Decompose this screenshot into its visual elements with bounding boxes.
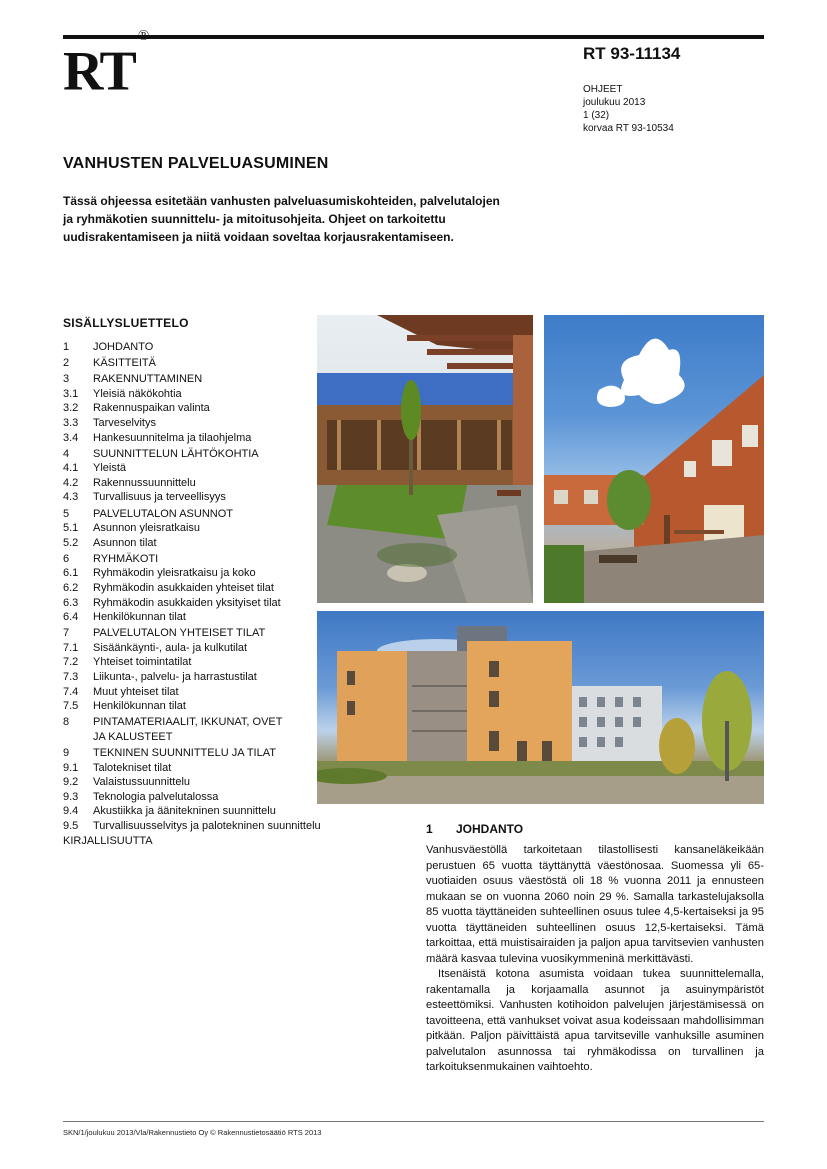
- building-illustration: [317, 611, 764, 804]
- toc-item[interactable]: [63, 340, 353, 355]
- toc-item-label: Henkilökunnan tilat: [93, 611, 186, 624]
- toc-item[interactable]: [63, 552, 353, 567]
- toc-heading: SISÄLLYSLUETTELO: [63, 316, 189, 330]
- toc-item-label: SUUNNITTELUN LÄHTÖKOHTIA: [93, 447, 259, 460]
- toc-item-label: RYHMÄKOTI: [93, 552, 159, 565]
- toc-item-label: Muut yhteiset tilat: [93, 685, 179, 698]
- toc-item-number: 7.3: [63, 671, 79, 684]
- toc-item-number: 9: [63, 747, 70, 760]
- photo-wooden-courtyard: [317, 315, 533, 603]
- toc-item[interactable]: [63, 387, 353, 402]
- toc-item-label: Valaistussuunnittelu: [93, 776, 191, 789]
- body-paragraph: Itsenäistä kotona asumista voidaan tukea suunnittelemalla, rakentamalla ja korjaamalla asunnot ja asuinympäristöt esteettömiksi. Vanhusten kotihoidon palvelujen järjestämisessä on tavoitteena, että vanhukset voivat asua kodeissaan mahdollisimman pitkään. Paljon päivittäistä apua tarvitseville vanhuksille asuminen palvelutalon asunnossa tai ryhmäkodissa on turvallinen ja tarkoituksenmukainen vaihtoehto.: [426, 968, 764, 1073]
- toc-item[interactable]: [63, 566, 353, 581]
- toc-item-number: 5.2: [63, 536, 79, 549]
- toc-item-number: 9.4: [63, 805, 79, 818]
- toc-item[interactable]: [63, 401, 353, 416]
- toc-item-number: 3.2: [63, 402, 79, 415]
- toc-item-label: KÄSITTEITÄ: [93, 357, 156, 370]
- toc-item-number: 2: [63, 357, 70, 370]
- toc-item-label: Teknologia palvelutalossa: [93, 790, 219, 803]
- toc-item-number: 9.5: [63, 820, 79, 832]
- toc-item[interactable]: [63, 581, 353, 596]
- toc-item[interactable]: [63, 536, 353, 551]
- toc-item[interactable]: [63, 761, 353, 776]
- toc-item[interactable]: [63, 372, 353, 387]
- meta-date: joulukuu 2013: [583, 97, 646, 108]
- photo-building-exterior: [317, 611, 764, 804]
- toc-item-label: Tarveselvitys: [93, 416, 156, 429]
- toc-item-label: Henkilökunnan tilat: [93, 700, 186, 713]
- toc-item-number: 4.2: [63, 476, 79, 489]
- section-number: 1: [426, 822, 433, 836]
- toc-item-label: Asunnon tilat: [93, 536, 157, 549]
- toc-item-number: 7.5: [63, 700, 79, 713]
- toc-item[interactable]: [63, 699, 353, 714]
- logo-text: RT: [63, 40, 135, 103]
- toc-item[interactable]: [63, 596, 353, 611]
- toc-item-number: 8: [63, 716, 70, 729]
- toc-item-number: 7.1: [63, 641, 79, 654]
- toc-item-label: Turvallisuusselvitys ja palotekninen suunnittelu: [93, 820, 321, 832]
- toc-item-label: PINTAMATERIAALIT, IKKUNAT, OVET: [93, 716, 283, 729]
- toc-item-number: 3: [63, 373, 70, 386]
- toc-item-number: 6: [63, 552, 70, 565]
- toc-item-number: 3.3: [63, 416, 79, 429]
- toc-item[interactable]: [63, 507, 353, 522]
- toc-item[interactable]: [63, 655, 353, 670]
- toc-item-label: RAKENNUTTAMINEN: [93, 373, 203, 386]
- toc-item[interactable]: [63, 685, 353, 700]
- toc-item[interactable]: [63, 431, 353, 446]
- toc-item-label: Ryhmäkodin asukkaiden yksityiset tilat: [93, 596, 281, 609]
- toc-item-number: 4.3: [63, 491, 79, 504]
- intro-paragraph: Tässä ohjeessa esitetään vanhusten palveluasumiskohteiden, palvelutalojen ja ryhmäkotien suunnittelu- ja mitoitusohjeita. Ohjeet on tarkoitettu uudisrakentamiseen ja niitä voidaan soveltaa korjausrakentamiseen.: [63, 194, 500, 244]
- toc-item-number: 9.2: [63, 776, 79, 789]
- toc-item-number: 1: [63, 341, 70, 353]
- toc-item[interactable]: [63, 461, 353, 476]
- header-rule: [63, 35, 764, 39]
- section-title: JOHDANTO: [456, 822, 524, 836]
- toc-item-label: JA KALUSTEET: [93, 730, 173, 743]
- footer-rule: [63, 1121, 764, 1122]
- meta-pages: 1 (32): [583, 110, 610, 121]
- photo-brick-courtyard: [544, 315, 764, 603]
- toc-item-number: 9.3: [63, 790, 79, 803]
- toc-item[interactable]: [63, 746, 353, 761]
- toc-item[interactable]: [63, 610, 353, 625]
- table-of-contents: [63, 340, 353, 848]
- toc-item-number: [63, 730, 93, 745]
- toc-item-number: 6.3: [63, 596, 79, 609]
- registered-mark: ®: [137, 28, 148, 44]
- toc-item[interactable]: [63, 356, 353, 371]
- toc-item[interactable]: [63, 476, 353, 491]
- toc-item-label: Yhteiset toimintatilat: [93, 656, 192, 669]
- toc-item-number: 9.1: [63, 761, 79, 774]
- toc-item[interactable]: [63, 641, 353, 656]
- toc-item-number: 5: [63, 507, 70, 520]
- toc-item[interactable]: [63, 521, 353, 536]
- toc-item-number: 7: [63, 627, 70, 640]
- meta-replaces: korvaa RT 93-10534: [583, 123, 674, 134]
- toc-item-number: 5.1: [63, 522, 79, 535]
- toc-item-references[interactable]: KIRJALLISUUTTA: [63, 834, 153, 847]
- toc-item-number: 3.4: [63, 431, 79, 444]
- toc-item-label: Yleistä: [93, 462, 127, 475]
- toc-item[interactable]: [63, 790, 353, 805]
- document-number: RT 93-11134: [583, 44, 681, 63]
- toc-item-number: 7.2: [63, 656, 79, 669]
- body-paragraph: Vanhusväestöllä tarkoitetaan tilastollisesti kansaneläkeikään perustuen 65 vuotta täyttänyttä väestönosaa. Suomessa yli 65-vuotiaiden osuus väestöstä oli 18 % vuonna 2011 ja ennusteen mukaan se on vuonna 2060 noin 29 %. Samalla tarkastelujaksolla 85 vuotta täyttäneiden suhteellinen osuus tulee 4,5-kertaiseksi ja 95 vuotta täyttäneiden suhteellinen osuus 12,5-kertaiseksi. Tämä tarkoittaa, että muistisairaiden ja paljon apua tarvitsevien vanhusten määrä kasvaa tulevina vuosikymmeninä merkittävästi.: [426, 844, 764, 965]
- section-body: [426, 843, 764, 1076]
- toc-item[interactable]: [63, 626, 353, 641]
- toc-item[interactable]: [63, 416, 353, 431]
- meta-type: OHJEET: [583, 84, 623, 95]
- toc-item-number: 6.4: [63, 611, 79, 624]
- toc-item-label: Turvallisuus ja terveellisyys: [93, 491, 226, 504]
- toc-item-label: Yleisiä näkökohtia: [93, 387, 182, 400]
- toc-item-number: 6.2: [63, 582, 79, 594]
- toc-item-label: TEKNINEN SUUNNITTELU JA TILAT: [93, 747, 276, 760]
- toc-item-label: Sisäänkäynti-, aula- ja kulkutilat: [93, 641, 248, 654]
- toc-item[interactable]: [63, 804, 353, 819]
- toc-item-number: 6.1: [63, 567, 79, 580]
- toc-item-label: Asunnon yleisratkaisu: [93, 522, 201, 535]
- toc-item-number: 3.1: [63, 387, 79, 400]
- document-meta: [583, 83, 674, 135]
- toc-item-label: Ryhmäkodin yleisratkaisu ja koko: [93, 567, 256, 580]
- page-footer: SKN/1/joulukuu 2013/Vla/Rakennustieto Oy © Rakennustietosäätiö RTS 2013: [63, 1128, 322, 1137]
- toc-item[interactable]: [63, 715, 353, 730]
- rt-logo: [63, 28, 148, 103]
- toc-item[interactable]: [63, 775, 353, 790]
- toc-item-number: 4: [63, 447, 70, 460]
- section-heading: [426, 822, 523, 836]
- toc-item[interactable]: [63, 730, 353, 745]
- toc-item-number: 7.4: [63, 685, 79, 698]
- toc-item[interactable]: [63, 819, 353, 834]
- toc-item[interactable]: [63, 670, 353, 685]
- page-title: VANHUSTEN PALVELUASUMINEN: [63, 155, 329, 172]
- toc-item-label: Rakennuspaikan valinta: [93, 402, 210, 415]
- courtyard-illustration: [317, 315, 533, 603]
- toc-item-label: PALVELUTALON ASUNNOT: [93, 507, 233, 520]
- toc-item-label: Rakennussuunnittelu: [93, 476, 196, 489]
- toc-item[interactable]: [63, 490, 353, 505]
- toc-item-label: Talotekniset tilat: [93, 761, 172, 774]
- toc-item[interactable]: [63, 447, 353, 462]
- toc-item-label: Akustiikka ja äänitekninen suunnittelu: [93, 805, 276, 818]
- toc-item-number: 4.1: [63, 462, 79, 475]
- toc-item-label: JOHDANTO: [93, 341, 154, 353]
- toc-item-label: Hankesuunnitelma ja tilaohjelma: [93, 431, 252, 444]
- toc-item-label: PALVELUTALON YHTEISET TILAT: [93, 627, 266, 640]
- toc-item-label: Liikunta-, palvelu- ja harrastustilat: [93, 671, 257, 684]
- brick-courtyard-illustration: [544, 315, 764, 603]
- toc-item-label: Ryhmäkodin asukkaiden yhteiset tilat: [93, 582, 274, 594]
